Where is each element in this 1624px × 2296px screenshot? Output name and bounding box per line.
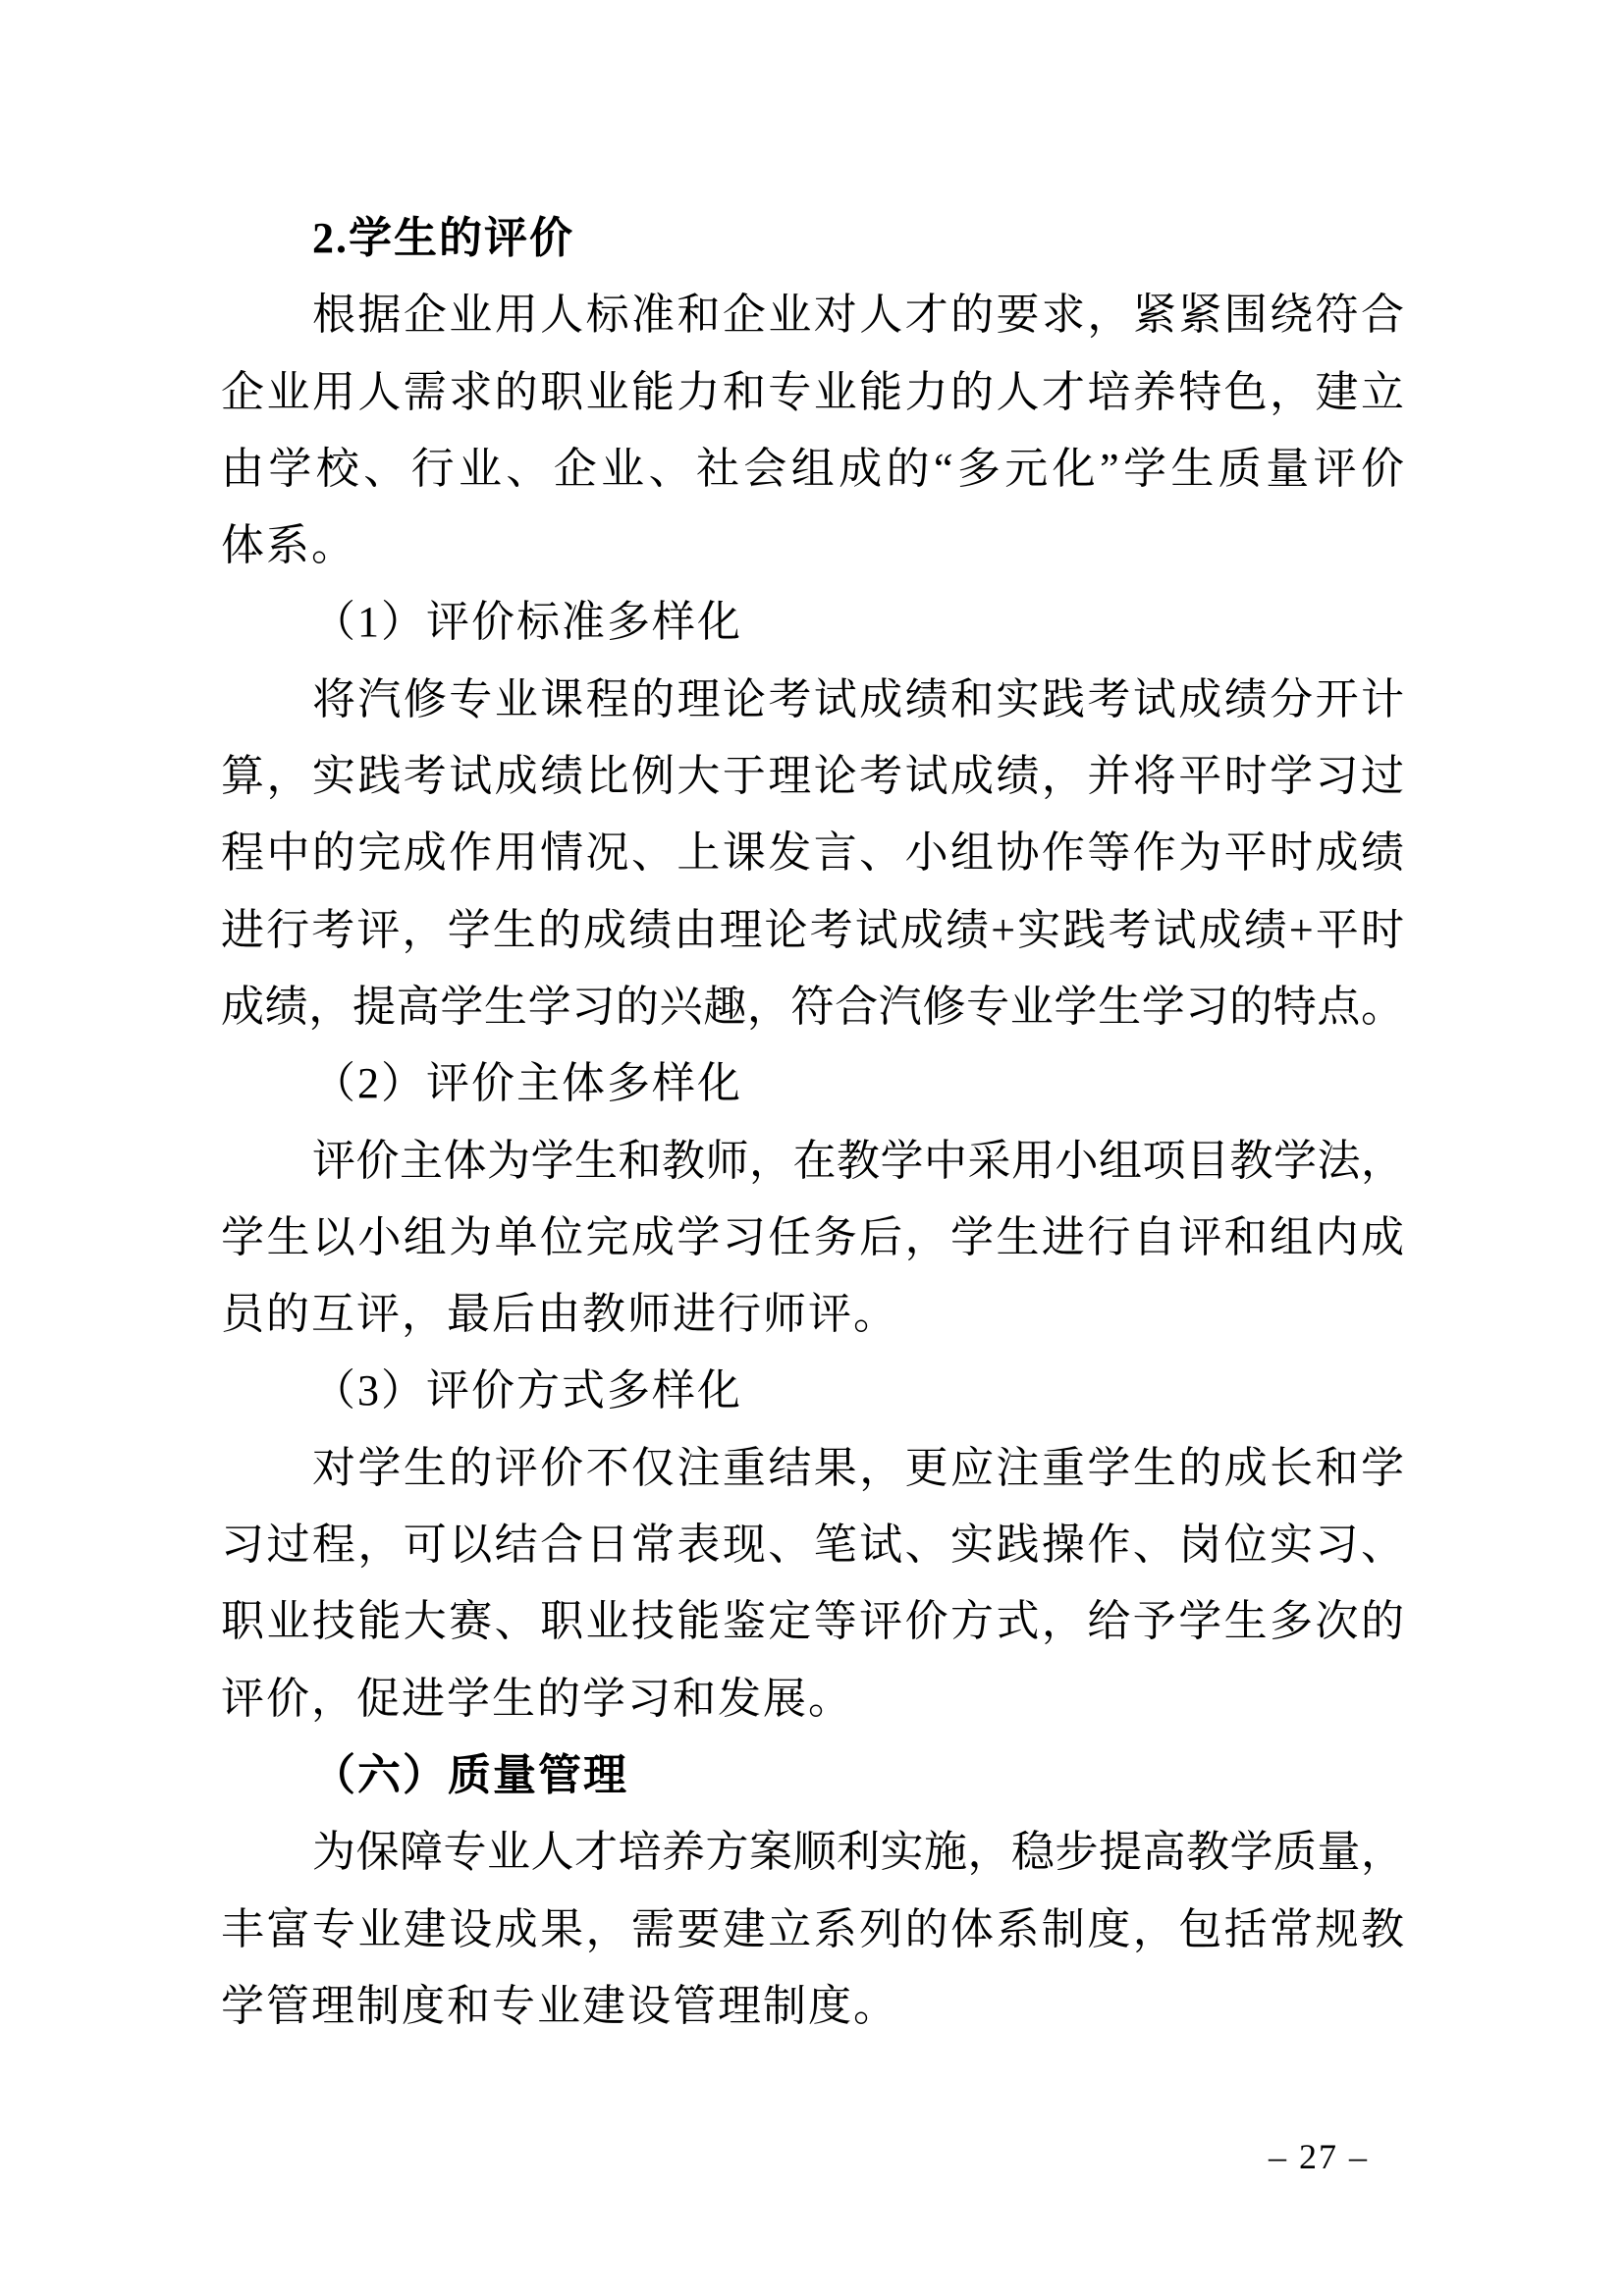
- paragraph-line: 学生以小组为单位完成学习任务后，学生进行自评和组内成: [221, 1212, 1404, 1261]
- subsection-heading-2: （2）评价主体多样化: [312, 1059, 742, 1108]
- paragraph-line: 丰富专业建设成果，需要建立系列的体系制度，包括常规教: [221, 1904, 1404, 1953]
- paragraph-line: 程中的完成作用情况、上课发言、小组协作等作为平时成绩: [221, 828, 1404, 878]
- paragraph-line: 企业用人需求的职业能力和专业能力的人才培养特色，建立: [221, 367, 1404, 416]
- paragraph-line: 习过程，可以结合日常表现、笔试、实践操作、岗位实习、: [221, 1521, 1404, 1570]
- subsection-heading-1: （1）评价标准多样化: [312, 598, 742, 647]
- paragraph-line: 算，实践考试成绩比例大于理论考试成绩，并将平时学习过: [221, 752, 1404, 801]
- paragraph-line: 体系。: [221, 521, 356, 570]
- paragraph-line: 评价主体为学生和教师，在教学中采用小组项目教学法，: [312, 1136, 1404, 1185]
- paragraph-line: 由学校、行业、企业、社会组成的“多元化”学生质量评价: [221, 444, 1404, 493]
- subsection-heading-3: （3）评价方式多样化: [312, 1366, 742, 1415]
- paragraph-line: 根据企业用人标准和企业对人才的要求，紧紧围绕符合: [312, 291, 1404, 340]
- paragraph-line: 成绩，提高学生学习的兴趣，符合汽修专业学生学习的特点。: [221, 982, 1404, 1031]
- subsection-heading-quality: （六）质量管理: [312, 1750, 628, 1799]
- paragraph-line: 员的互评，最后由教师进行师评。: [221, 1290, 898, 1339]
- paragraph-line: 学管理制度和专业建设管理制度。: [221, 1981, 898, 2030]
- paragraph-line: 将汽修专业课程的理论考试成绩和实践考试成绩分开计: [312, 674, 1404, 723]
- paragraph-line: 职业技能大赛、职业技能鉴定等评价方式，给予学生多次的: [221, 1597, 1404, 1646]
- paragraph-line: 评价，促进学生的学习和发展。: [221, 1674, 853, 1723]
- paragraph-line: 对学生的评价不仅注重结果，更应注重学生的成长和学: [312, 1443, 1404, 1492]
- page-number: – 27 –: [1269, 2137, 1369, 2176]
- paragraph-line: 为保障专业人才培养方案顺利实施，稳步提高教学质量，: [312, 1828, 1404, 1877]
- document-body: [221, 200, 1404, 2045]
- paragraph-line: 进行考评，学生的成绩由理论考试成绩+实践考试成绩+平时: [221, 905, 1404, 954]
- section-heading: 2.学生的评价: [312, 214, 574, 262]
